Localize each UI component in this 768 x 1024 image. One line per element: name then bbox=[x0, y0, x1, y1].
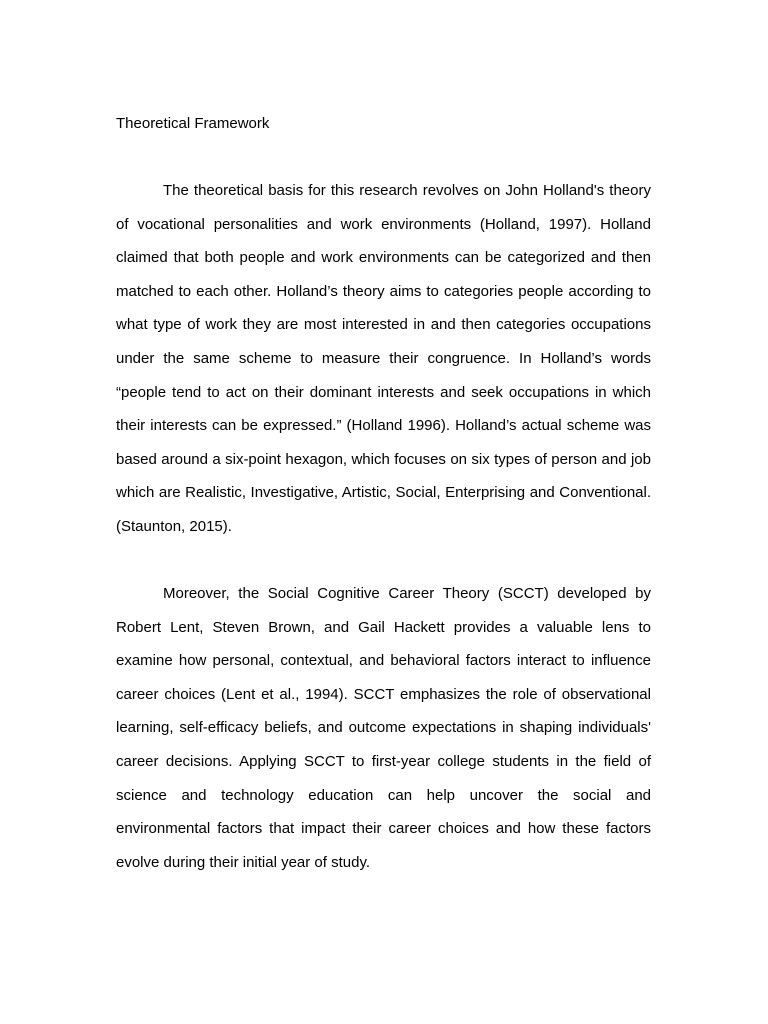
section-heading: Theoretical Framework bbox=[116, 115, 270, 132]
paragraph-holland-theory: The theoretical basis for this research revolves on John Holland's theory of vocational personalities and work environments (Holland, 1997). Holland claimed that both people and work environments can be categorized and then matched to each other. Holland’s theory aims to categories people according to what type of work they are most interested in and then categories occupations under the same scheme to measure their congruence. In Holland’s words “people tend to act on their dominant interests and seek occupations in which their interests can be expressed.” (Holland 1996). Holland’s actual scheme was based around a six-point hexagon, which focuses on six types of person and job which are Realistic, Investigative, Artistic, Social, Enterprising and Conventional. (Staunton, 2015). bbox=[116, 182, 651, 535]
paragraph-scct-theory: Moreover, the Social Cognitive Career Theory (SCCT) developed by Robert Lent, Steven Brown, and Gail Hackett provides a valuable lens to examine how personal, contextual, and behavioral factors interact to influence career choices (Lent et al., 1994). SCCT emphasizes the role of observational learning, self-efficacy beliefs, and outcome expectations in shaping individuals' career decisions. Applying SCCT to first-year college students in the field of science and technology education can help uncover the social and environmental factors that impact their career choices and how these factors evolve during their initial year of study. bbox=[116, 585, 651, 871]
